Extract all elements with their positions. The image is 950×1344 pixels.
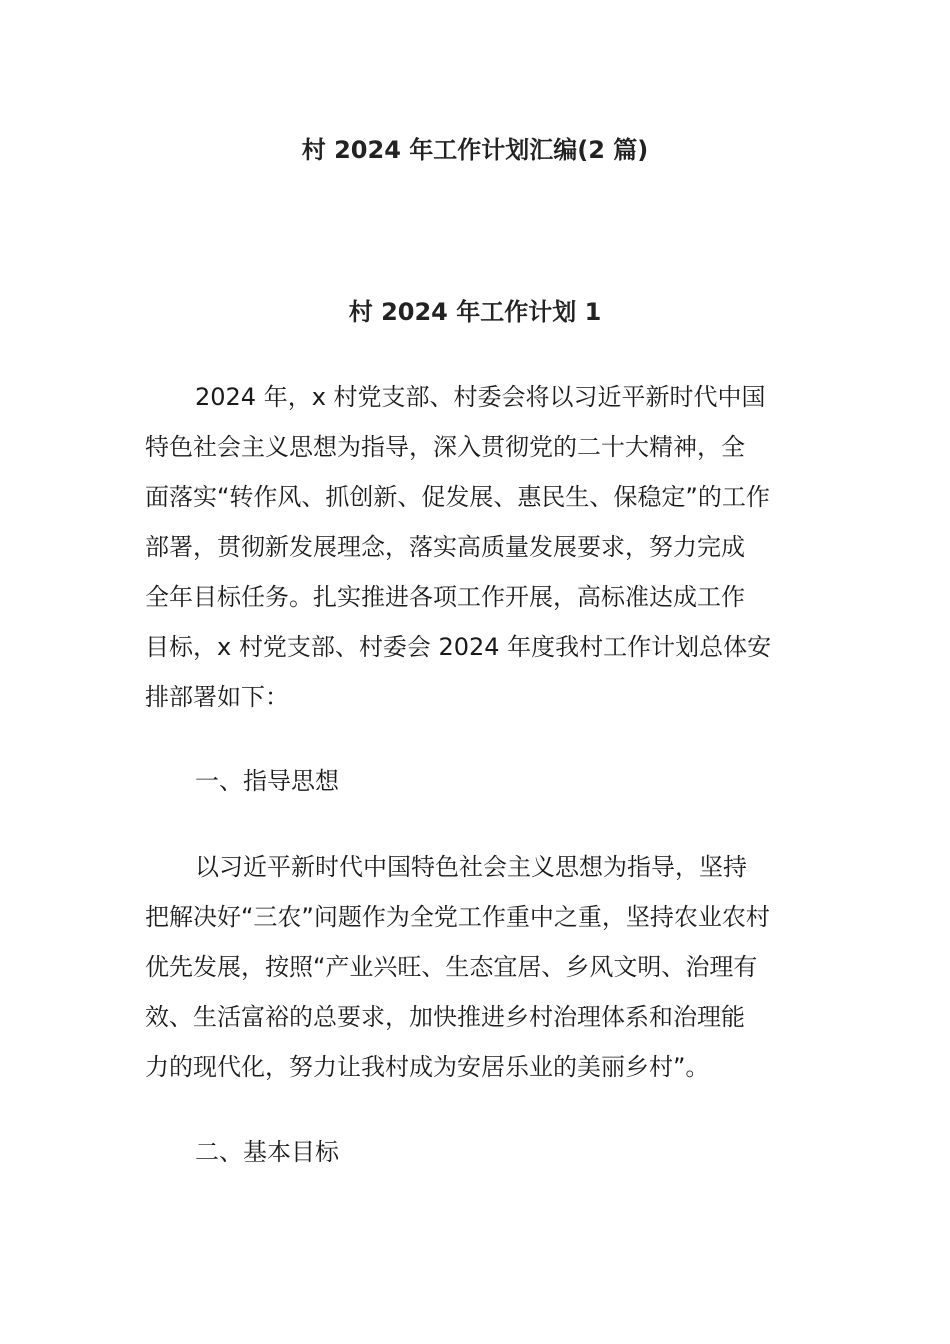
paragraph-line: 力的现代化，努力让我村成为安居乐业的美丽乡村”。 [145, 1053, 710, 1081]
heading-guiding-ideology: 一、指导思想 [195, 767, 339, 795]
paragraph-line: 部署，贯彻新发展理念，落实高质量发展要求，努力完成 [145, 533, 745, 561]
paragraph-line: 2024 年，x 村党支部、村委会将以习近平新时代中国 [195, 383, 766, 411]
paragraph-line: 排部署如下： [145, 683, 289, 711]
paragraph-line: 效、生活富裕的总要求，加快推进乡村治理体系和治理能 [145, 1003, 745, 1031]
paragraph-line: 优先发展，按照“产业兴旺、生态宜居、乡风文明、治理有 [145, 953, 758, 981]
paragraph-guiding-ideology [145, 842, 805, 1092]
paragraph-line: 把解决好“三农”问题作为全党工作重中之重，坚持农业农村 [145, 903, 770, 931]
paragraph-intro [145, 372, 805, 722]
heading-basic-goals: 二、基本目标 [195, 1138, 339, 1166]
section-title: 村 2024 年工作计划 1 [348, 298, 602, 326]
paragraph-line: 目标，x 村党支部、村委会 2024 年度我村工作计划总体安 [145, 633, 772, 661]
paragraph-line: 面落实“转作风、抓创新、促发展、惠民生、保稳定”的工作 [145, 483, 770, 511]
paragraph-line: 以习近平新时代中国特色社会主义思想为指导，坚持 [195, 853, 747, 881]
document-title: 村 2024 年工作计划汇编(2 篇) [301, 136, 649, 164]
paragraph-line: 特色社会主义思想为指导，深入贯彻党的二十大精神，全 [145, 433, 745, 461]
paragraph-line: 全年目标任务。扎实推进各项工作开展，高标准达成工作 [145, 583, 745, 611]
